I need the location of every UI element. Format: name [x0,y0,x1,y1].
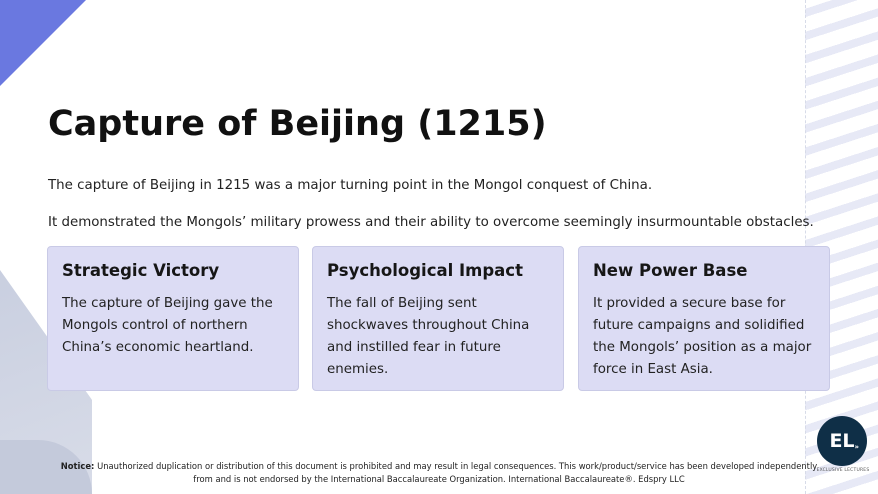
significance-paragraph: It demonstrated the Mongols’ military prowess and their ability to overcome seemingly insurmountable obstacles. [48,215,814,230]
notice-text: Unauthorized duplication or distribution of this document is prohibited and may result in legal consequences. This work/product/service has been developed independently from and is not endorsed by the International Baccalaureate Organization. International Baccalaureate®. Edspry LLC [97,461,818,484]
card-strategic-victory [47,246,299,391]
card-body: It provided a secure base for future campaigns and solidified the Mongols’ position as a major force in East Asia. [593,296,812,377]
chevron-right-icon: » [854,443,859,451]
legal-notice [60,460,818,486]
card-body: The capture of Beijing gave the Mongols control of northern China’s economic heartland. [62,296,273,355]
card-title: New Power Base [593,261,748,280]
brand-logo [817,416,867,466]
notice-label: Notice: [60,461,95,471]
card-new-power-base [578,246,830,391]
logo-text: EL [829,430,855,452]
logo-caption: EXCLUSIVE LECTURES [816,468,870,473]
intro-paragraph: The capture of Beijing in 1215 was a major turning point in the Mongol conquest of China. [48,178,653,193]
card-body: The fall of Beijing sent shockwaves throughout China and instilled fear in future enemies. [327,296,530,377]
corner-accent-top [0,0,86,86]
card-title: Strategic Victory [62,261,220,280]
page-title: Capture of Beijing (1215) [48,104,547,144]
card-psychological-impact [312,246,564,391]
card-title: Psychological Impact [327,261,523,280]
